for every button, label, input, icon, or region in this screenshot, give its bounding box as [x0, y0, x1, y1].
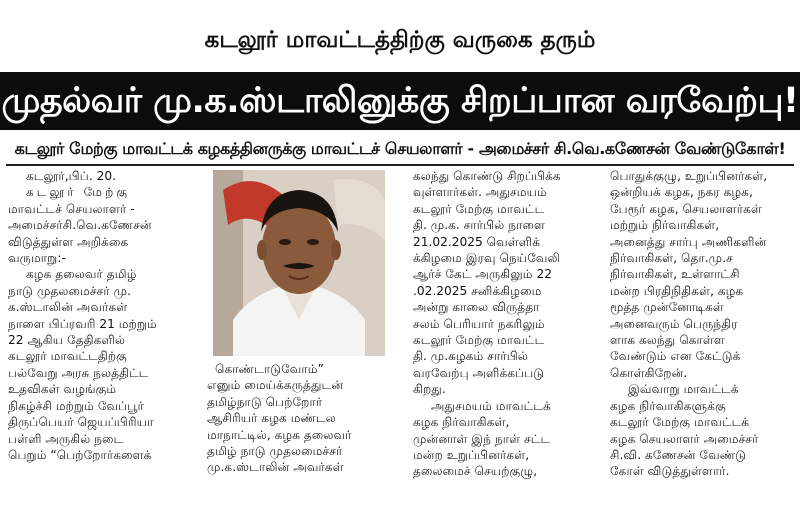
text-line: கடலூர் மாவட்டதிற்கு: [8, 349, 127, 364]
text-line: ஒன்றியக் கழக, நகர கழக,: [610, 185, 753, 200]
text-line: நாளை பிப்ரவரி 21 மற்றும்: [8, 316, 157, 331]
text-line: கழக நிர்வாகிகளுக்கு: [610, 398, 726, 413]
text-line: அனைவரும் பெருந்திர: [610, 316, 738, 331]
subheadline: கடலூர் மேற்கு மாவட்டக் கழகத்தினருக்கு மாவட்டச் செயலாளர் - அமைச்சர் சி.வெ.கணேசன் வேண்டுகோள்!: [14, 139, 786, 158]
text-line: அன்று காலை விருத்தா: [413, 300, 540, 315]
top-border: [0, 0, 800, 6]
column-3: [413, 168, 603, 480]
text-line: எனும் மைய்க்கருத்துடன்: [207, 378, 344, 393]
text-line: மாவட்டச் செயலாளர் -: [8, 201, 135, 216]
text-line: கிறது.: [413, 382, 446, 397]
text-line: ஆசிரியர் கழக மண்டல: [207, 411, 336, 426]
text-line: அனைத்து சார்பு அணிகளின்: [610, 234, 767, 249]
text-line: நிகழ்ச்சி மற்றும் வேப்பூர்: [8, 398, 144, 413]
text-line: அமைச்சர்சி.வெ.கணேசன்: [8, 218, 152, 233]
column-2: [207, 361, 399, 476]
text-line: தி. மு.கழகம் சார்பில்: [413, 349, 528, 364]
text-line: க.ஸ்டாலின் அவர்கள்: [8, 300, 128, 315]
text-line: தலைமைச் செயற்குழு,: [413, 464, 538, 479]
text-line: நாடு முதலமைச்சர் மு.: [8, 283, 132, 298]
text-line: கழக தலைவர் தமிழ்: [26, 267, 137, 282]
text-line: தி. மு.க. சார்பில் நாளை: [413, 218, 545, 233]
text-line: பல்வேறு அரசு நலத்திட்ட: [8, 365, 149, 380]
text-line: கடலூர் மேற்கு: [26, 185, 131, 200]
text-line: க்கிழமை இரவு நெய்வேலி: [413, 251, 560, 266]
column-4: [610, 168, 796, 480]
text-line: தமிழ்நாடு பெற்றோர்: [207, 394, 323, 409]
text-line: விடுத்துள்ள அறிக்கை: [8, 234, 129, 249]
text-line: பேரூர் கழக, செயலாளர்கள்: [610, 201, 762, 216]
text-line: நிர்வாகிகள், உள்ளாட்சி: [610, 267, 740, 282]
text-line: நிர்வாகிகள், தொ.மு.ச: [610, 251, 733, 266]
text-line: கலந்து கொண்டு சிறப்பிக்க: [413, 169, 561, 183]
text-line: கொள்கிறேன்.: [610, 365, 688, 380]
text-line: மன்ற பிரதிநிதிகள், கழக: [610, 283, 744, 298]
text-line: மன்ற உறுப்பினர்கள்,: [413, 447, 530, 462]
text-line: கடலூர் மேற்கு மாவட்ட: [413, 333, 545, 348]
text-line: மூத்த முன்னோடிகள்: [610, 300, 724, 315]
text-line: 22 ஆகிய தேதிகளில்: [8, 333, 126, 348]
text-line: .02.2025 சனிக்கிழமை: [413, 283, 542, 298]
text-line: கொண்டாடுவோம்”: [215, 362, 324, 376]
text-line: வரவேற்பு அளிக்கப்படு: [413, 365, 545, 380]
headline: முதல்வர் மு.க.ஸ்டாலினுக்கு சிறப்பான வரவேற்பு!: [0, 72, 800, 130]
text-line: மு.க.ஸ்டாலின் அவர்கள்: [207, 460, 344, 475]
text-line: முன்னாள் இந் நாள் சட்ட: [413, 431, 551, 446]
divider-rule: [6, 164, 794, 166]
text-line: இவ்வாறு மாவட்டக்: [628, 382, 739, 397]
text-line: சி.வி. கணேசன் வேண்டு: [610, 447, 747, 462]
text-line: சலம் பெரியார் நகரிலும்: [413, 316, 545, 331]
column-1: [8, 168, 198, 463]
text-line: கடலூர் மேற்கு மாவட்ட: [413, 201, 545, 216]
kicker-title: கடலூர் மாவட்டத்திற்கு வருகை தரும்: [204, 27, 596, 53]
text-line: ளாக கலந்து கொள்ள: [610, 333, 725, 348]
text-line: மற்றும் நிர்வாகிகள்,: [610, 218, 720, 233]
portrait-illustration: [213, 170, 385, 356]
text-line: தமிழ் நாடு முதலமைச்சர்: [207, 444, 343, 459]
portrait-photo: [213, 170, 385, 356]
text-line: திருப்பெயர் ஜெயப்பிரியா: [8, 415, 154, 430]
dateline: கடலூர்,பிப். 20.: [26, 169, 116, 183]
text-line: வேண்டும் என கேட்டுக்: [610, 349, 741, 364]
text-line: பெறும் “பெற்றோர்களைக்: [8, 447, 152, 462]
text-line: 21.02.2025 வெள்ளிக்: [413, 234, 541, 249]
text-line: அதுசமயம் மாவட்டக்: [431, 398, 551, 413]
text-line: பள்ளி அருகில் நடை: [8, 431, 124, 446]
text-line: ஆர்ச் கேட் அருகிலும் 22: [413, 267, 552, 282]
text-line: கழக செயலாளர் அமைச்சர்: [610, 431, 759, 446]
text-line: வுள்ளார்கள். அதுசமயம்: [413, 185, 547, 200]
text-line: வருமாறு:-: [8, 251, 66, 266]
text-line: கடலூர் மேற்கு மாவட்டக்: [610, 415, 750, 430]
text-line: கழக நிர்வாகிகள்,: [413, 415, 510, 430]
text-line: கோள் விடுத்துள்ளார்.: [610, 464, 730, 479]
text-line: மாநாட்டில், கழக தலைவர்: [207, 427, 352, 442]
text-line: பொதுக்குழு, உறுப்பினர்கள்,: [610, 169, 768, 183]
text-line: உதவிகள் வழங்கும்: [8, 382, 117, 397]
